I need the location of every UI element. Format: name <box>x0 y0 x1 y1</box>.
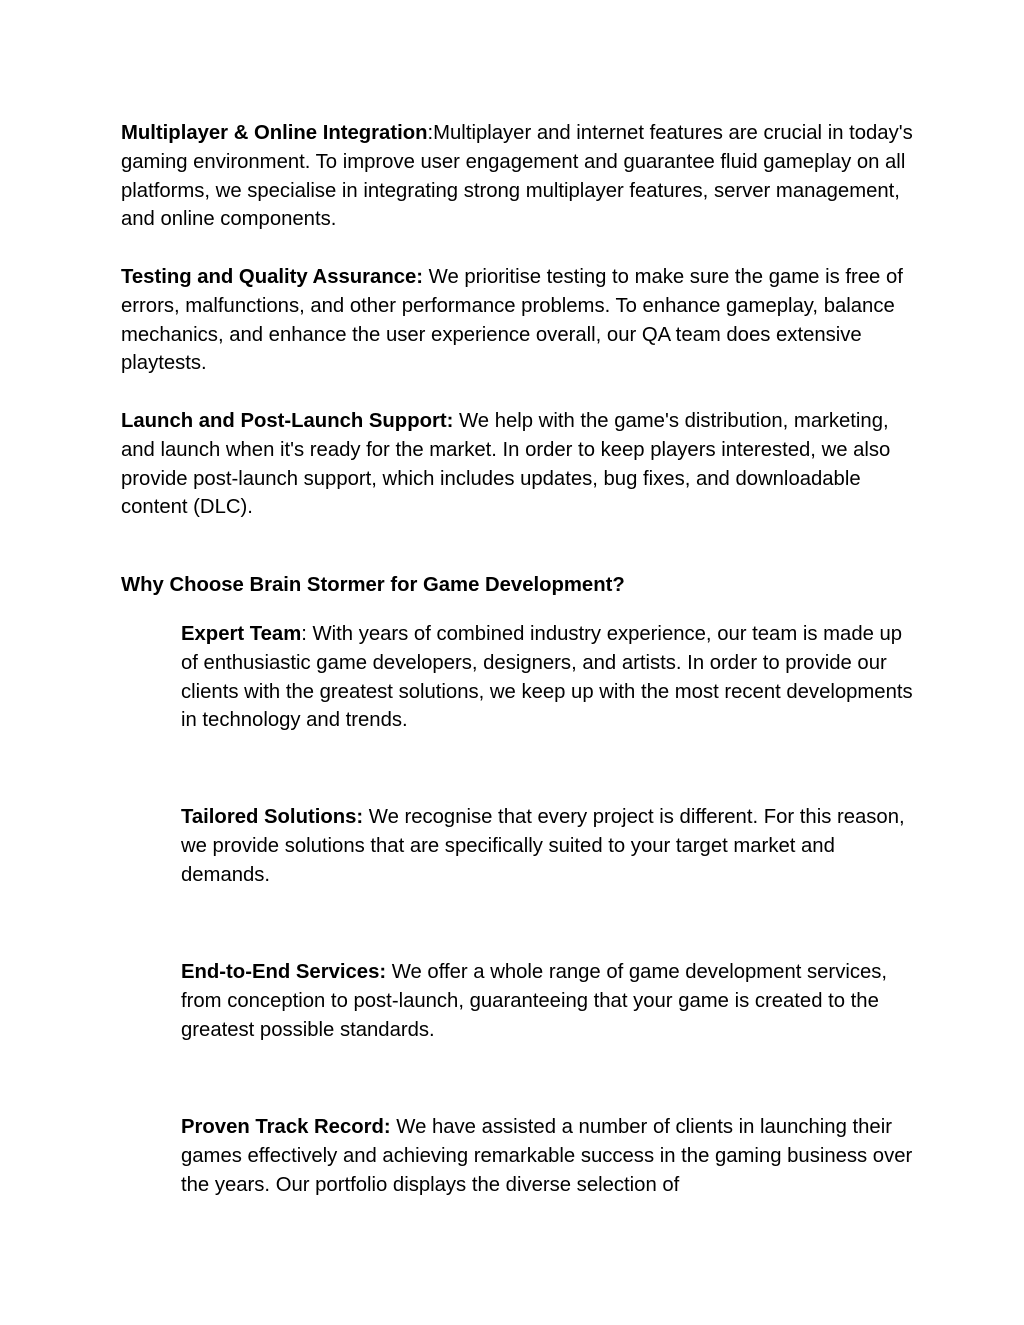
reason-track-record <box>181 1113 921 1199</box>
reason-term: Proven Track Record: <box>181 1116 391 1138</box>
reason-text: We offer a whole range of game development services, from conception to post-launch, guaranteeing that your game is created to the greatest possible standards. <box>181 961 888 1041</box>
section-testing-qa <box>121 263 921 378</box>
reason-term: End-to-End Services: <box>181 961 387 983</box>
reason-text: We have assisted a number of clients in launching their games effectively and achieving remarkable success in the gaming business over the years. Our portfolio displays the diverse selection of <box>181 1116 913 1196</box>
reason-term: Expert Team <box>181 623 302 645</box>
section-launch-support <box>121 407 921 522</box>
section-text: We help with the game's distribution, marketing, and launch when it's ready for the market. In order to keep players interested, we also provide post-launch support, which includes updates, bug fixes, and downloadable content (DLC). <box>121 410 891 519</box>
reason-tailored-solutions <box>181 803 921 889</box>
section-text: :Multiplayer and internet features are crucial in today's gaming environment. To improve user engagement and guarantee fluid gameplay on all platforms, we specialise in integrating strong multiplayer features, server management, and online components. <box>121 122 913 231</box>
reason-expert-team <box>181 620 921 735</box>
section-multiplayer-online <box>121 119 921 234</box>
reason-text: : With years of combined industry experience, our team is made up of enthusiastic game developers, designers, and artists. In order to provide our clients with the greatest solutions, we keep up with the most recent developments in technology and trends. <box>181 623 913 732</box>
section-term: Multiplayer & Online Integration <box>121 122 428 144</box>
section-term: Launch and Post-Launch Support: <box>121 410 454 432</box>
section-text: We prioritise testing to make sure the game is free of errors, malfunctions, and other performance problems. To enhance gameplay, balance mechanics, and enhance the user experience overall, our QA team does extensive playtests. <box>121 266 903 375</box>
reason-term: Tailored Solutions: <box>181 806 364 828</box>
reason-text: We recognise that every project is different. For this reason, we provide solutions that are specifically suited to your target market and demands. <box>181 806 905 886</box>
reason-end-to-end <box>181 958 921 1044</box>
why-choose-heading: Why Choose Brain Stormer for Game Development? <box>121 574 625 596</box>
section-term: Testing and Quality Assurance: <box>121 266 424 288</box>
